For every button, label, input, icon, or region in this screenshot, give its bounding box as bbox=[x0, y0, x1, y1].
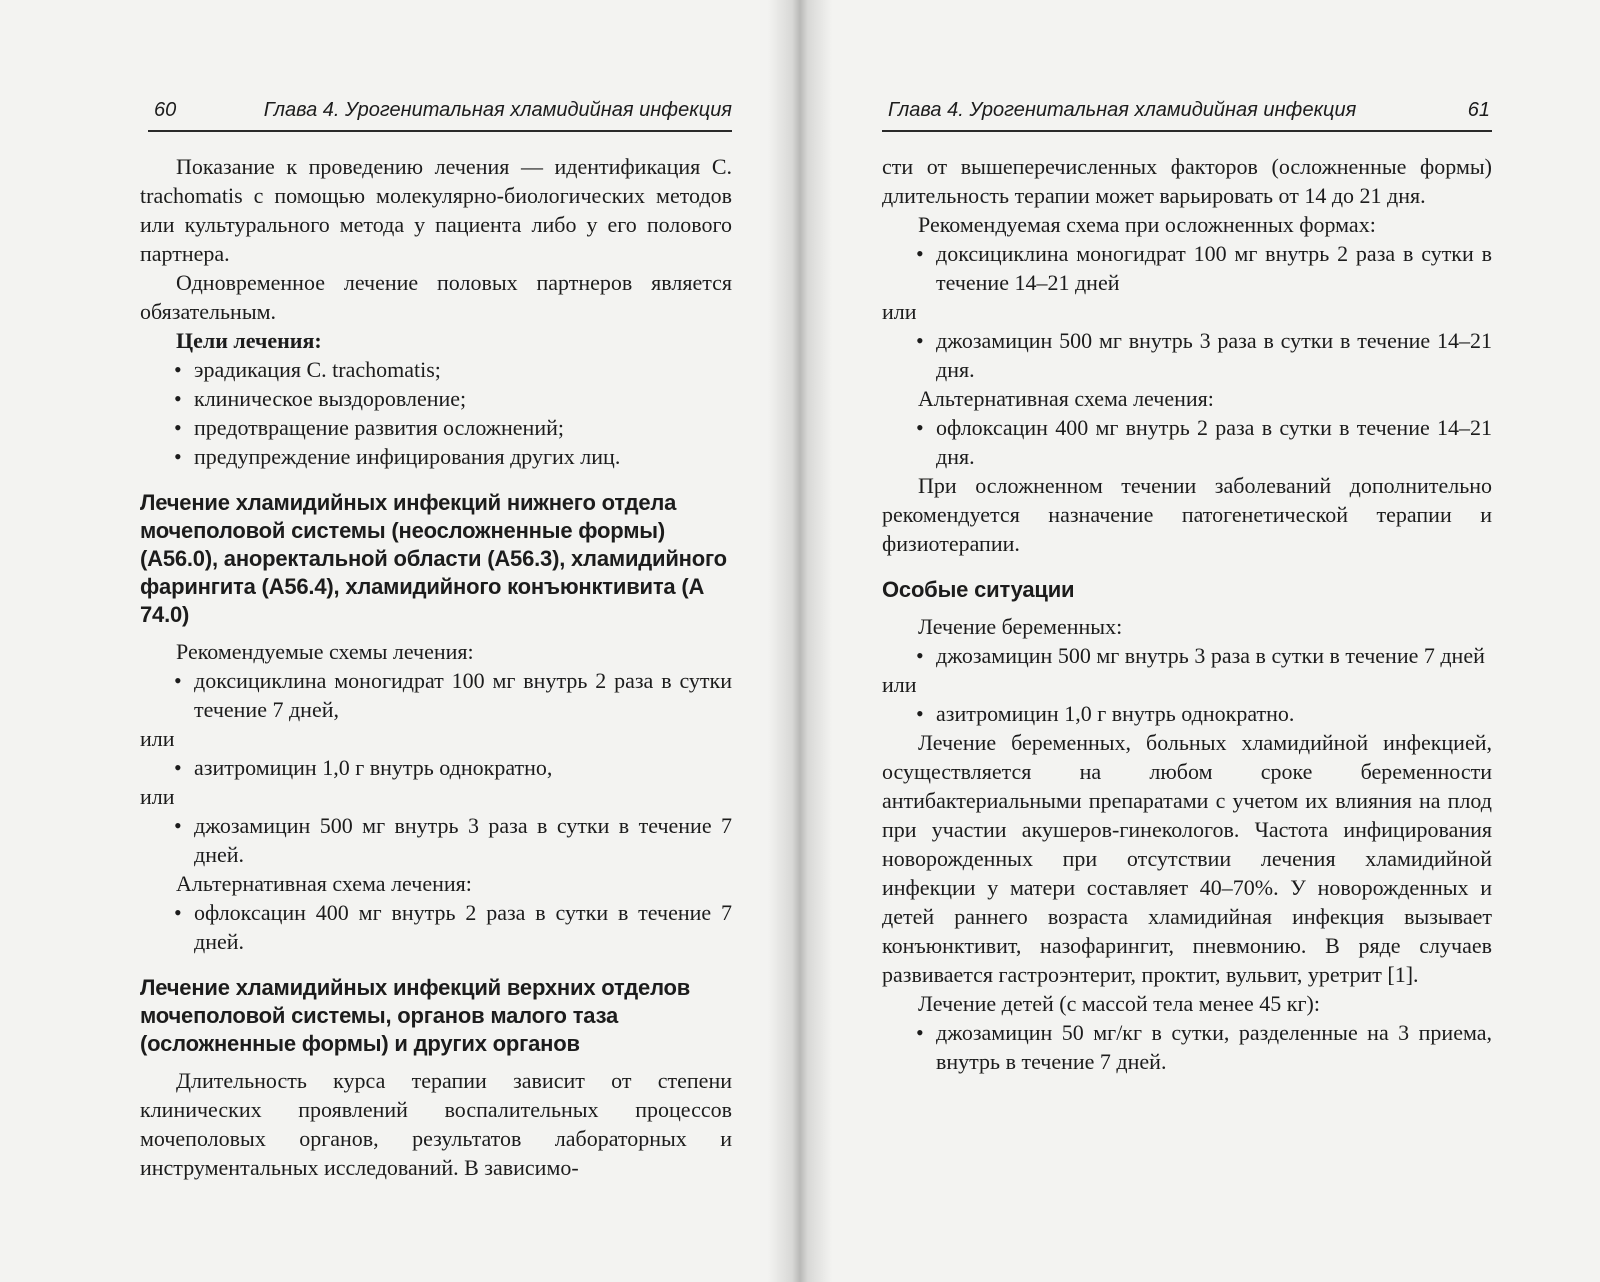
list-item: • азитромицин 1,0 г внутрь однократно. bbox=[882, 699, 1492, 728]
page-number: 61 bbox=[1467, 99, 1490, 121]
right-page-body bbox=[882, 152, 1492, 1076]
label: Альтернативная схема лечения: bbox=[918, 386, 1214, 411]
or-text: или bbox=[882, 299, 917, 324]
treatment-list bbox=[140, 753, 732, 782]
list-item: • клиническое выздоровление; bbox=[140, 384, 732, 413]
list-item: • предотвращение развития осложнений; bbox=[140, 413, 732, 442]
list-item: • джозамицин 50 мг/кг в сутки, разделенные на 3 приема, внутрь в течение 7 дней. bbox=[882, 1018, 1492, 1076]
treatment-list bbox=[882, 413, 1492, 471]
paragraph: сти от вышеперечисленных факторов (осложненные формы) длительность терапии может варьировать от 14 до 21 дня. bbox=[882, 154, 1492, 208]
list-item: • эрадикация C. trachomatis; bbox=[140, 355, 732, 384]
left-page bbox=[0, 0, 768, 1282]
list-item: • джозамицин 500 мг внутрь 3 раза в сутки в течение 14–21 дня. bbox=[882, 326, 1492, 384]
goals-list bbox=[140, 355, 732, 471]
paragraph: Показание к проведению лечения — идентификация C. trachomatis с помощью молекулярно-биологических методов или культурального метода у пациента либо у его полового партнера. bbox=[140, 154, 732, 266]
section-heading: Особые ситуации bbox=[882, 577, 1075, 602]
treatment-list bbox=[140, 811, 732, 869]
book-gutter bbox=[768, 0, 832, 1282]
treatment-list bbox=[882, 239, 1492, 297]
list-item: • предупреждение инфицирования других лиц. bbox=[140, 442, 732, 471]
paragraph: Одновременное лечение половых партнеров является обязательным. bbox=[140, 270, 732, 324]
page-number: 60 bbox=[154, 99, 177, 121]
right-page bbox=[832, 0, 1600, 1282]
running-title: Глава 4. Урогенитальная хламидийная инфекция bbox=[888, 99, 1357, 121]
section-heading: Лечение хламидийных инфекций нижнего отдела мочеполовой системы (неосложненные формы) (А56.0), аноректальной области (А56.3), хламидийного фарингита (А56.4), хламидийного конъюнктивита (А 74.0) bbox=[140, 490, 727, 627]
list-item: • джозамицин 500 мг внутрь 3 раза в сутки в течение 7 дней. bbox=[140, 811, 732, 869]
treatment-list bbox=[140, 666, 732, 724]
label: Лечение беременных: bbox=[918, 614, 1123, 639]
list-item: • доксициклина моногидрат 100 мг внутрь 2 раза в сутки течение 7 дней, bbox=[140, 666, 732, 724]
list-item: • джозамицин 500 мг внутрь 3 раза в сутки в течение 7 дней bbox=[882, 641, 1492, 670]
or-text: или bbox=[882, 672, 917, 697]
list-item: • азитромицин 1,0 г внутрь однократно, bbox=[140, 753, 732, 782]
section-heading: Лечение хламидийных инфекций верхних отделов мочеполовой системы, органов малого таза (осложненные формы) и других органов bbox=[140, 975, 691, 1056]
label: Лечение детей (с массой тела менее 45 кг): bbox=[918, 991, 1320, 1016]
treatment-list bbox=[140, 898, 732, 956]
label: Рекомендуемые схемы лечения: bbox=[176, 639, 474, 664]
treatment-list bbox=[882, 699, 1492, 728]
running-title: Глава 4. Урогенитальная хламидийная инфекция bbox=[263, 99, 732, 121]
label: Рекомендуемая схема при осложненных формах: bbox=[918, 212, 1376, 237]
or-text: или bbox=[140, 784, 175, 809]
left-page-body bbox=[140, 152, 732, 1182]
treatment-list bbox=[882, 1018, 1492, 1076]
list-item: • доксициклина моногидрат 100 мг внутрь 2 раза в сутки в течение 14–21 дней bbox=[882, 239, 1492, 297]
paragraph: Лечение беременных, больных хламидийной инфекцией, осуществляется на любом сроке беременности антибактериальными препаратами с учетом их влияния на плод при участии акушеров-гинекологов. Частота инфицирования новорожденных при отсутствии лечения хламидийной инфекции у матери составляет 40–70%. У новорожденных и детей раннего возраста хламидийная инфекция вызывает конъюнктивит, назофарингит, пневмонию. В ряде случаев развивается гастроэнтерит, проктит, вульвит, уретрит [1]. bbox=[882, 730, 1492, 987]
paragraph: При осложненном течении заболеваний дополнительно рекомендуется назначение патогенетической терапии и физиотерапии. bbox=[882, 473, 1492, 556]
list-item: • офлоксацин 400 мг внутрь 2 раза в сутки в течение 7 дней. bbox=[140, 898, 732, 956]
treatment-list bbox=[882, 641, 1492, 670]
label: Альтернативная схема лечения: bbox=[176, 871, 472, 896]
list-item: • офлоксацин 400 мг внутрь 2 раза в сутки в течение 14–21 дня. bbox=[882, 413, 1492, 471]
right-page-header bbox=[882, 96, 1492, 132]
paragraph: Длительность курса терапии зависит от степени клинических проявлений воспалительных процессов мочеполовых органов, результатов лабораторных и инструментальных исследований. В зависимо- bbox=[140, 1068, 732, 1180]
treatment-list bbox=[882, 326, 1492, 384]
or-text: или bbox=[140, 726, 175, 751]
subheading: Цели лечения: bbox=[176, 328, 322, 353]
left-page-header bbox=[148, 96, 732, 132]
